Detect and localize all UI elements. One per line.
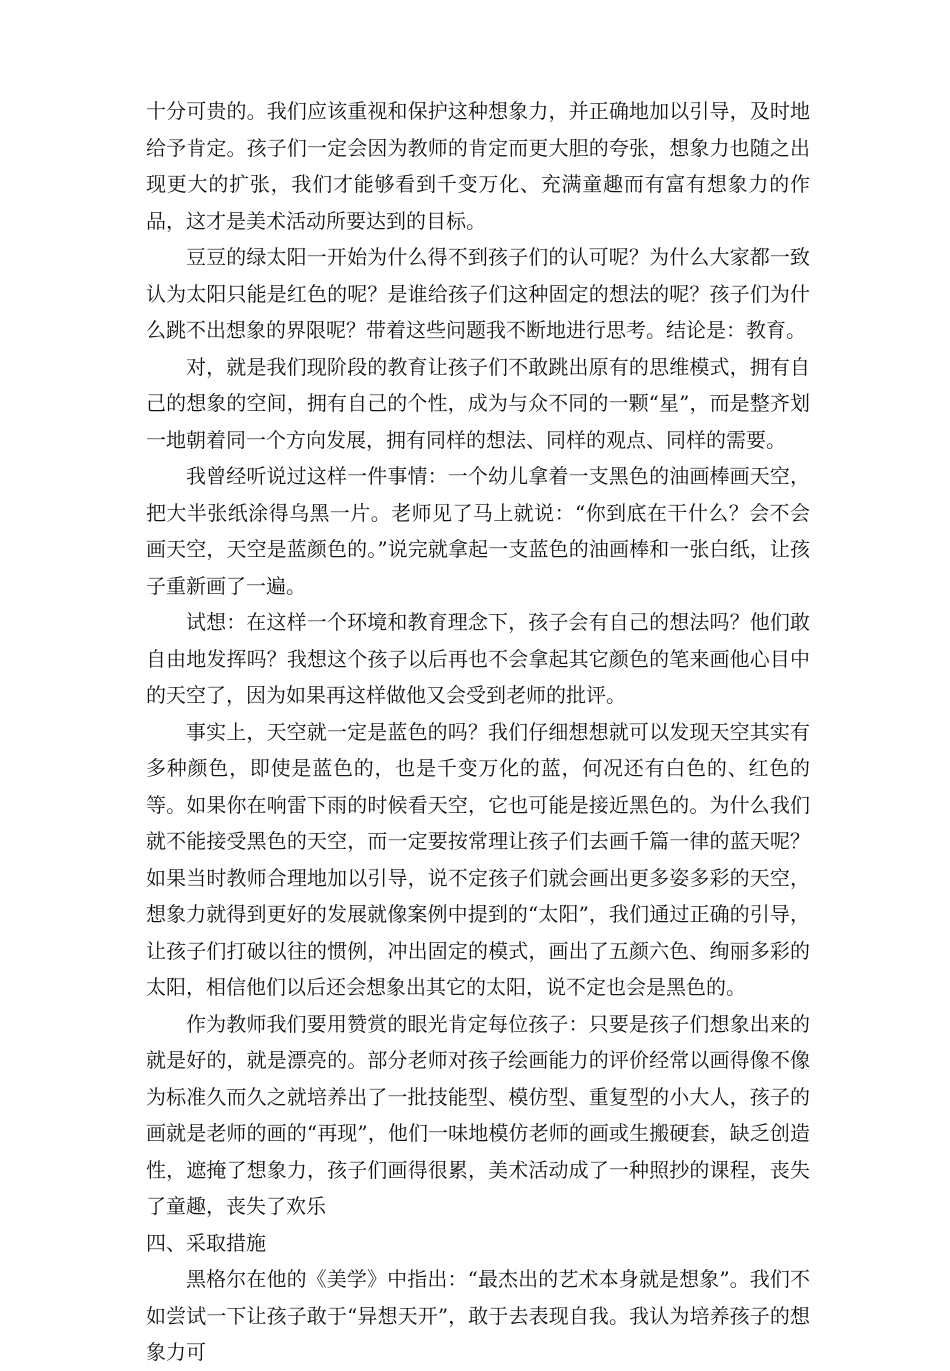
paragraph-continuation: 十分可贵的。我们应该重视和保护这种想象力，并正确地加以引导，及时地给予肯定。孩子们一定会因为教师的肯定而更大胆的夸张，想象力也随之出现更大的扩张，我们才能够看到千变万化、充满童趣而有富有想象力的作品，这才是美术活动所要达到的目标。 xyxy=(146,99,810,233)
paragraph-green-sun: 豆豆的绿太阳一开始为什么得不到孩子们的认可呢？为什么大家都一致认为太阳只能是红色的呢？是谁给孩子们这种固定的想法的呢？孩子们为什么跳不出想象的界限呢？带着这些问题我不断地进行思考。结论是：教育。 xyxy=(146,245,810,342)
paragraph-teacher-praise: 作为教师我们要用赞赏的眼光肯定每位孩子：只要是孩子们想象出来的就是好的，就是漂亮的。部分老师对孩子绘画能力的评价经常以画得像不像为标准久而久之就培养出了一批技能型、模仿型、重复型的小大人，孩子的画就是老师的画的“再现”，他们一味地模仿老师的画或生搬硬套，缺乏创造性，遮掩了想象力，孩子们画得很累，美术活动成了一种照抄的课程，丧失了童趣，丧失了欢乐 xyxy=(146,1011,810,1218)
paragraph-black-sky-story: 我曾经听说过这样一件事情：一个幼儿拿着一支黑色的油画棒画天空，把大半张纸涂得乌黑一片。老师见了马上就说：“你到底在干什么？会不会画天空，天空是蓝颜色的。”说完就拿起一支蓝色的油画棒和一张白纸，让孩子重新画了一遍。 xyxy=(146,464,810,598)
paragraph-education: 对，就是我们现阶段的教育让孩子们不敢跳出原有的思维模式，拥有自己的想象的空间，拥有自己的个性，成为与众不同的一颗“星”，而是整齐划一地朝着同一个方向发展，拥有同样的想法、同样的观点、同样的需要。 xyxy=(146,354,810,452)
paragraph-reflection: 试想：在这样一个环境和教育理念下，孩子会有自己的想法吗？他们敢自由地发挥吗？我想这个孩子以后再也不会拿起其它颜色的笔来画他心目中的天空了，因为如果再这样做他又会受到老师的批评。 xyxy=(146,610,810,707)
paragraph-sky-colors: 事实上，天空就一定是蓝色的吗？我们仔细想想就可以发现天空其实有多种颜色，即使是蓝色的，也是千变万化的蓝，何况还有白色的、红色的等。如果你在响雷下雨的时候看天空，它也可能是接近黑色的。为什么我们就不能接受黑色的天空，而一定要按常理让孩子们去画千篇一律的蓝天呢？如果当时教师合理地加以引导，说不定孩子们就会画出更多姿多彩的天空，想象力就得到更好的发展就像案例中提到的“太阳”，我们通过正确的引导，让孩子们打破以往的惯例，冲出固定的模式，画出了五颜六色、绚丽多彩的太阳，相信他们以后还会想象出其它的太阳，说不定也会是黑色的。 xyxy=(146,719,810,999)
document-body xyxy=(146,93,810,1371)
paragraph-hegel-quote: 黑格尔在他的《美学》中指出：“最杰出的艺术本身就是想象”。我们不如尝试一下让孩子敢于“异想天开”，敢于去表现自我。我认为培养孩子的想象力可 xyxy=(146,1267,810,1364)
section-heading: 四、采取措施 xyxy=(146,1230,266,1255)
